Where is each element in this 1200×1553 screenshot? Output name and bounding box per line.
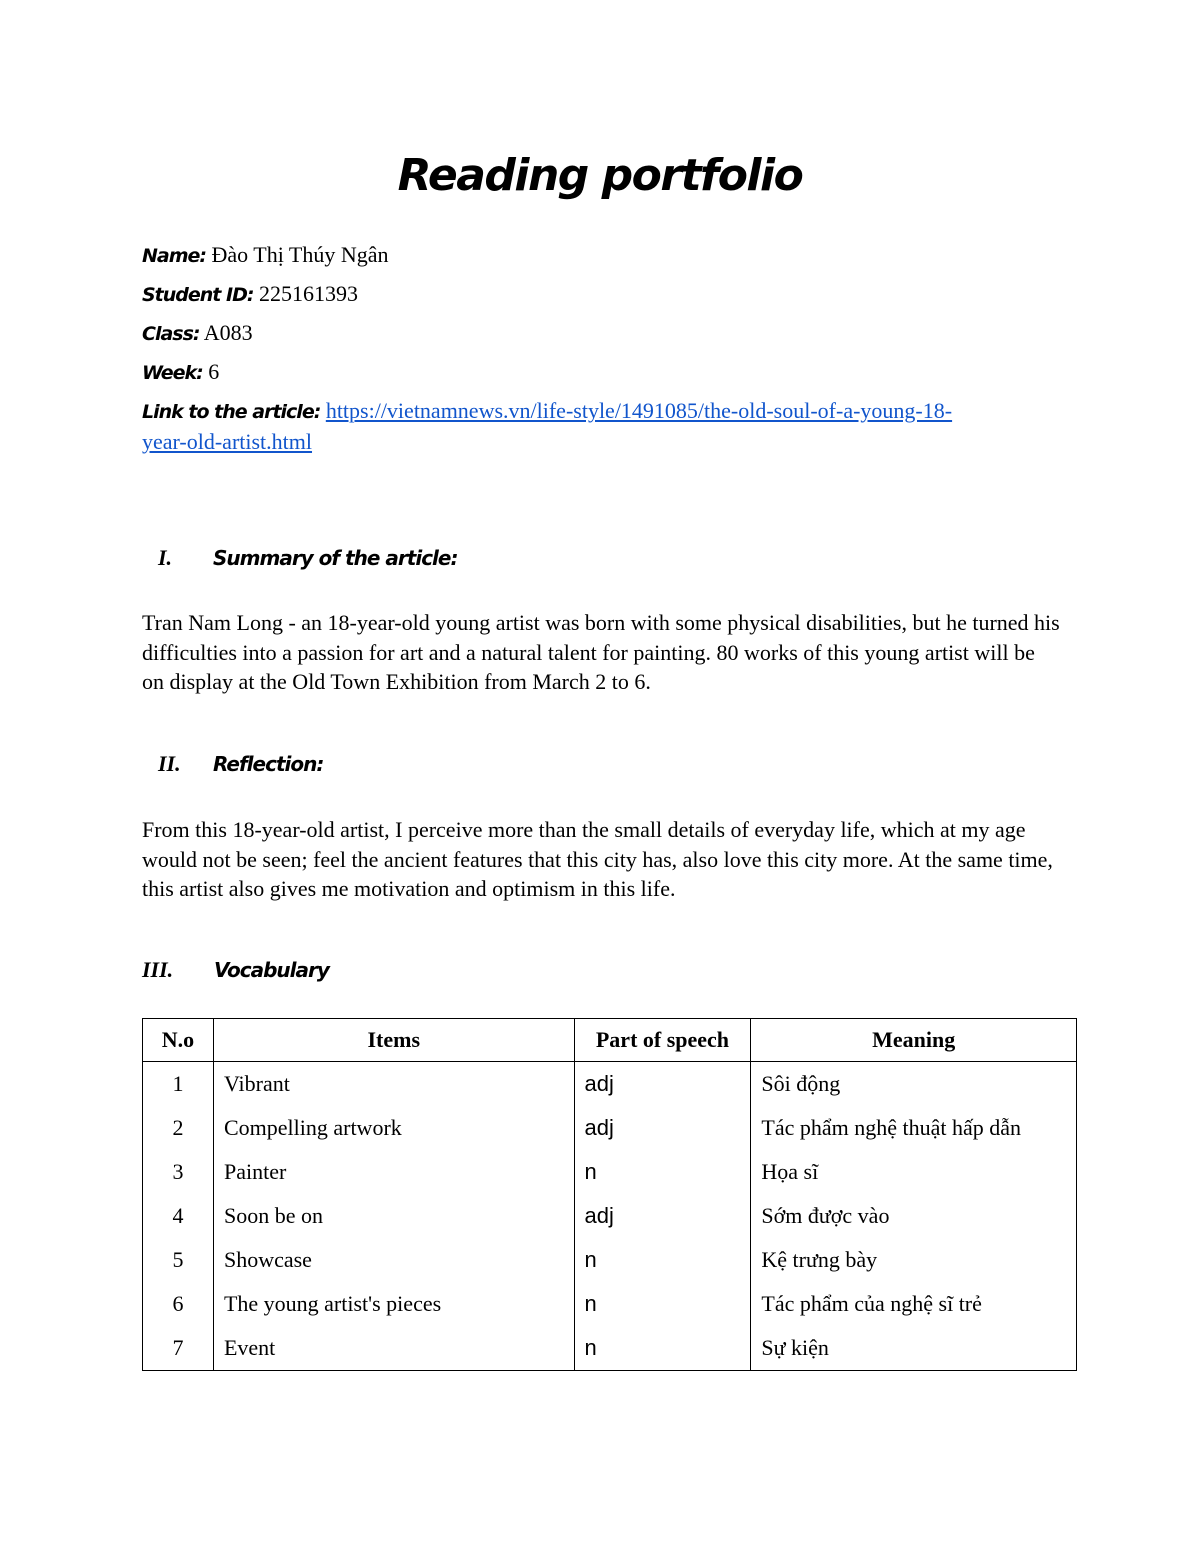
reflection-heading-text: Reflection: <box>213 752 324 776</box>
row-item: Soon be on <box>213 1194 574 1238</box>
summary-number: I. <box>158 545 173 570</box>
class-value: A083 <box>203 320 253 345</box>
reflection-heading <box>158 751 323 777</box>
table-row <box>143 1106 1077 1150</box>
table-row <box>143 1326 1077 1371</box>
name-value: Đào Thị Thúy Ngân <box>211 242 389 267</box>
row-part-of-speech: n <box>574 1150 751 1194</box>
name-label: Name: <box>142 245 207 267</box>
vocabulary-table <box>142 1018 1077 1371</box>
row-part-of-speech: n <box>574 1238 751 1282</box>
row-item: Showcase <box>213 1238 574 1282</box>
vocabulary-heading-text: Vocabulary <box>214 958 329 982</box>
row-meaning: Tác phẩm nghệ thuật hấp dẫn <box>751 1106 1077 1150</box>
row-meaning: Sôi động <box>751 1062 1077 1107</box>
row-no: 3 <box>143 1150 214 1194</box>
header-part-of-speech: Part of speech <box>574 1019 751 1062</box>
row-item: The young artist's pieces <box>213 1282 574 1326</box>
header-items: Items <box>213 1019 574 1062</box>
row-no: 1 <box>143 1062 214 1107</box>
week-label: Week: <box>142 362 203 384</box>
student-id-label: Student ID: <box>142 284 254 306</box>
row-part-of-speech: adj <box>574 1062 751 1107</box>
header-meaning: Meaning <box>751 1019 1077 1062</box>
row-meaning: Sớm được vào <box>751 1194 1077 1238</box>
row-no: 4 <box>143 1194 214 1238</box>
row-no: 2 <box>143 1106 214 1150</box>
row-part-of-speech: adj <box>574 1106 751 1150</box>
row-no: 6 <box>143 1282 214 1326</box>
article-link-continued[interactable]: year-old-artist.html <box>142 429 313 454</box>
reflection-number: II. <box>158 751 181 776</box>
reflection-paragraph: From this 18-year-old artist, I perceive more than the small details of everyday life, which at my age would not be seen; feel the ancient features that this city has, also love this city more. At the same time, this artist also gives me motivation and optimism in this life. <box>142 817 1053 901</box>
row-item: Compelling artwork <box>213 1106 574 1150</box>
row-no: 7 <box>143 1326 214 1371</box>
table-row <box>143 1150 1077 1194</box>
row-item: Vibrant <box>213 1062 574 1107</box>
article-link[interactable]: https://vietnamnews.vn/life-style/1491085/the-old-soul-of-a-young-18- <box>325 398 953 423</box>
week-value: 6 <box>208 359 220 384</box>
vocabulary-number: III. <box>142 957 174 982</box>
table-header-row <box>143 1019 1077 1062</box>
article-link-line <box>142 396 1062 457</box>
student-id-line <box>142 279 358 310</box>
class-line <box>142 318 253 349</box>
article-link-label: Link to the article: <box>142 401 321 423</box>
vocabulary-heading <box>142 957 329 983</box>
table-row <box>143 1194 1077 1238</box>
week-line <box>142 357 219 388</box>
summary-heading-text: Summary of the article: <box>213 546 458 570</box>
student-id-value: 225161393 <box>258 281 358 306</box>
summary-heading <box>158 545 457 571</box>
row-meaning: Họa sĩ <box>751 1150 1077 1194</box>
name-line <box>142 240 389 271</box>
row-item: Painter <box>213 1150 574 1194</box>
summary-paragraph: Tran Nam Long - an 18-year-old young artist was born with some physical disabilities, but he turned his difficulties into a passion for art and a natural talent for painting. 80 works of this young artist will be on display at the Old Town Exhibition from March 2 to 6. <box>142 610 1060 694</box>
row-meaning: Sự kiện <box>751 1326 1077 1371</box>
row-meaning: Kệ trưng bày <box>751 1238 1077 1282</box>
row-part-of-speech: n <box>574 1326 751 1371</box>
header-no: N.o <box>143 1019 214 1062</box>
class-label: Class: <box>142 323 200 345</box>
table-row <box>143 1062 1077 1107</box>
row-meaning: Tác phẩm của nghệ sĩ trẻ <box>751 1282 1077 1326</box>
row-no: 5 <box>143 1238 214 1282</box>
table-row <box>143 1238 1077 1282</box>
row-part-of-speech: adj <box>574 1194 751 1238</box>
table-row <box>143 1282 1077 1326</box>
row-part-of-speech: n <box>574 1282 751 1326</box>
row-item: Event <box>213 1326 574 1371</box>
document-title: Reading portfolio <box>397 150 803 201</box>
